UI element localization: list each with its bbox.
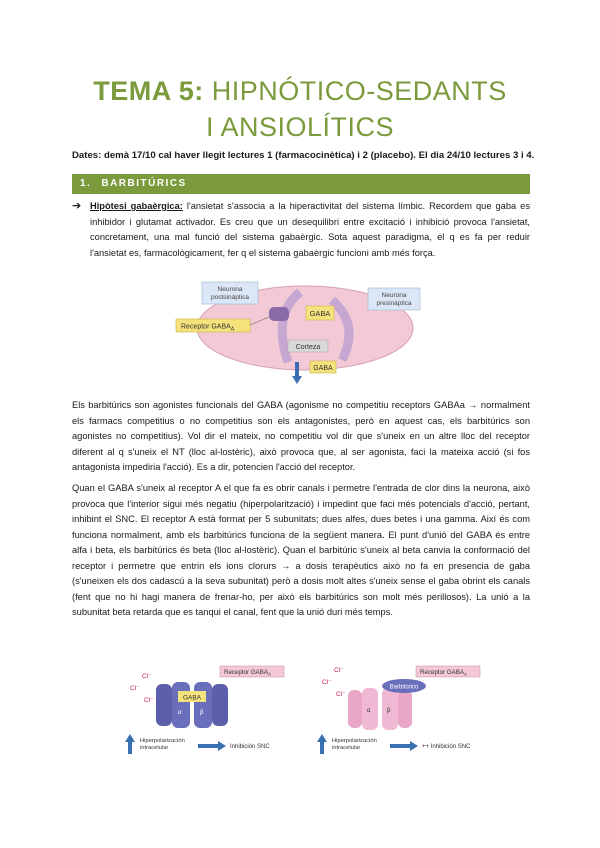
right-arrow-icon xyxy=(198,741,226,751)
receptor-tag-label: Receptor $GABA_A$ xyxy=(224,669,272,677)
agonist-paragraph: Els barbitúrics son agonistes funcionals del GABA (agonisme no competitiu receptors GABAa → normalment els farmacs competitius o no competitius son els antagonistes, però en aquest cas, els barbitúrics son agonistes no competitius). Vol dir el mateix, no competitiu vol dir que s'uneix en un altre lloc del receptor diferent al q s'uneix el NT (lloc al-lostèric), això provoca que, al ser agonista, faci la mateixa acció (si fos antagonista impediria l'acció). Es a dir, potencien l'acció del receptor. xyxy=(72,400,530,472)
beta-label: β xyxy=(387,708,391,714)
hypothesis-text: l'ansietat s'associa a la hiperactivitat del sistema límbic. Recordem que gaba es inhibidor i glutamat activador. Es creu que un desequilibri entre excitació i inhibició provoca l'ansietat, concretament, una mal funció del sistema gabaèrgic. Sota aquest paradigma, el q es fa per reduir l'ansietat es, farmacològicament, fer q el sistema gabaèrgic funcioni amb més força. xyxy=(90,201,531,258)
postsynaptic-label: Neurona postsináptica xyxy=(211,286,249,301)
receptor-paragraph: Quan el GABA s'uneix al receptor A el que fa es obrir canals i permetre l'entrada de clor dins la neurona, això provoca que l'interior sigui més negatiu (hiperpolarització) i impedint que faci més potencials d'acció, pertant, inhibint el SNC. El receptor A està format per 5 subunitats; dues alfes, dues betes i una gamma. Així és com funciona normalment, amb els barbitúrics funciona de la següent manera. El punt d'unió del GABA és entre alfa i beta, els barbitúrics és beta (lloc al-lostèric). Quan el barbitúric s'uneix al beta canvia la conformació del receptor i permetre que entrin els ions clorurs → a dosis terapèutics això no fa en presencia de gaba (s'uneixen els dos cadascú a la seva subunitat) però a dosis molt altes s'uneix sense el gaba obrint els canals (fent que no hi hagi manera de frenar-ho, per això els barbitúrics son molt més perillosos). La unió a la subunitat beta retarda que es tanqui el canal, fent que la unió duri més temps. xyxy=(72,483,530,617)
gaba-only-panel xyxy=(125,666,284,754)
page-title-line2: I ANSIOLÍTICS xyxy=(205,112,395,142)
inhibition-label: Inhibición SNC xyxy=(230,744,270,750)
dates-note: Dates: demà 17/10 cal haver llegit lectures 1 (farmacocinètica) i 2 (placebo). El dia 24/10 lectures 3 i 4. xyxy=(72,150,535,161)
cl-ion-label: Cl⁻ xyxy=(334,667,344,674)
channel-subunit xyxy=(194,682,212,728)
receptor-label: Receptor $GABA_A$ xyxy=(181,323,235,333)
beta-label: β xyxy=(200,710,204,716)
up-arrow-icon xyxy=(125,734,135,754)
cl-ion-label: Cl⁻ xyxy=(322,679,332,686)
title-tema: TEMA 5: xyxy=(93,76,204,106)
channel-subunit xyxy=(212,684,228,726)
section-header xyxy=(72,174,530,194)
section-label: BARBITÚRICS xyxy=(101,178,187,189)
inhibition-label: ++ Inhibición SNC xyxy=(422,744,471,750)
up-arrow-icon xyxy=(317,734,327,754)
hypothesis-paragraph xyxy=(90,199,530,261)
receptor-channel-diagram xyxy=(120,662,500,756)
alpha-label: α xyxy=(367,708,371,714)
barbiturate-label: Barbitúrico xyxy=(389,684,419,691)
channel-subunit xyxy=(156,684,172,726)
page-title-line1 xyxy=(0,74,600,108)
cl-ion-label: Cl⁻ xyxy=(144,697,154,704)
title-topic: HIPNÓTICO-SEDANTS xyxy=(203,76,507,106)
receptor-tag-label: Receptor $GABA_A$ xyxy=(420,669,468,677)
alpha-label: α xyxy=(178,710,182,716)
channel-subunit xyxy=(172,682,190,728)
cortex-label: Corteza xyxy=(295,344,321,351)
gaba-label: GABA xyxy=(309,309,331,318)
hyperpolarization-label: Hiperpolarización intracelular xyxy=(332,738,377,751)
cl-ion-label: Cl⁻ xyxy=(130,685,140,692)
gaba-barbiturate-panel xyxy=(317,666,480,754)
gaba-tag-label: GABA xyxy=(182,694,202,702)
section-number: 1. xyxy=(80,178,92,189)
arrow-bullet-icon: ➔ xyxy=(72,200,82,212)
receptor-shape xyxy=(269,307,289,321)
cl-ion-label: Cl⁻ xyxy=(142,673,152,680)
gaba-out-label: GABA xyxy=(313,365,333,372)
channel-subunit xyxy=(348,690,362,728)
presynaptic-label: Neurona presináptica xyxy=(376,292,412,307)
hypothesis-label: Hipòtesi gabaèrgica: xyxy=(90,201,183,211)
cl-ion-label: Cl⁻ xyxy=(336,691,346,698)
hyperpolarization-label: Hiperpolarización intracelular xyxy=(140,738,185,751)
synapse-diagram xyxy=(170,270,430,390)
right-arrow-icon xyxy=(390,741,418,751)
channel-subunit xyxy=(398,690,412,728)
